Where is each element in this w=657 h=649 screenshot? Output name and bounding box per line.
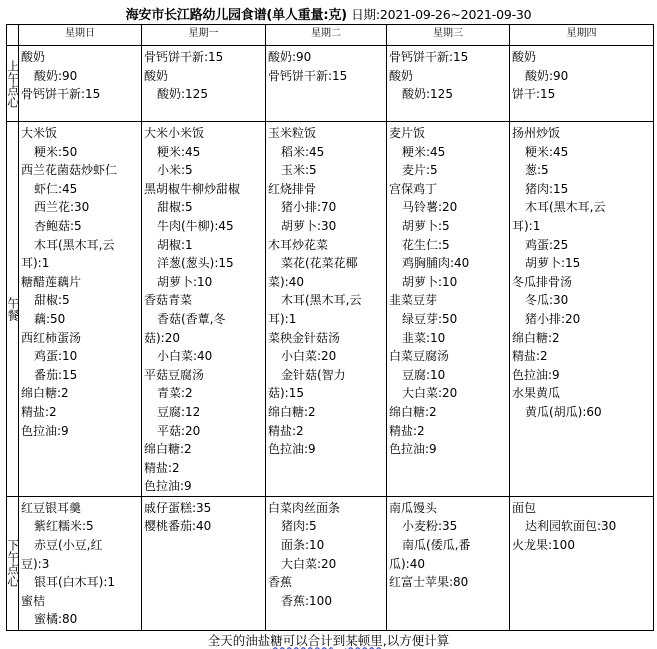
day-header: 星期二 bbox=[266, 25, 387, 46]
menu-item: 青菜:2 bbox=[157, 386, 193, 401]
menu-item: 香蕉:100 bbox=[281, 593, 332, 608]
menu-item: 色拉油:9 bbox=[512, 367, 560, 382]
menu-item: 面条:10 bbox=[281, 538, 325, 553]
menu-item: 豆腐:10 bbox=[402, 367, 446, 382]
slot-label: 上午点心 bbox=[7, 46, 19, 122]
date-range: 日期:2021-09-26~2021-09-30 bbox=[351, 7, 532, 22]
menu-item: 色拉油:9 bbox=[389, 442, 437, 457]
menu-item: 红豆银耳羹 bbox=[21, 500, 82, 515]
menu-item: 冬瓜:30 bbox=[525, 293, 569, 308]
menu-item: 猪肉:15 bbox=[525, 181, 569, 196]
day-header: 星期三 bbox=[387, 25, 510, 46]
menu-item: 小米:5 bbox=[157, 163, 193, 178]
menu-item: 杏鲍菇:5 bbox=[34, 218, 82, 233]
menu-cell bbox=[510, 46, 654, 122]
menu-item: 韭菜:10 bbox=[402, 330, 446, 345]
menu-item: 番茄:15 bbox=[34, 367, 78, 382]
menu-item: 达利园软面包:30 bbox=[525, 519, 617, 534]
menu-item: 酸奶 bbox=[512, 50, 537, 64]
menu-item: 麦片:5 bbox=[402, 163, 438, 178]
menu-item: 韭菜豆芽 bbox=[389, 293, 438, 308]
menu-item: 麦片饭 bbox=[389, 126, 426, 140]
menu-item: 色拉油:9 bbox=[144, 479, 192, 494]
menu-item: 樱桃番茄:40 bbox=[144, 519, 212, 534]
menu-item: 菜花(花菜花椰 bbox=[281, 256, 358, 271]
menu-cell bbox=[266, 496, 387, 630]
menu-item: 甜椒:5 bbox=[34, 293, 70, 308]
menu-item: 西兰花菌菇炒虾仁 bbox=[21, 163, 118, 178]
menu-item: 银耳(白木耳):1 bbox=[34, 575, 116, 590]
menu-item: 精盐:2 bbox=[389, 423, 425, 438]
menu-item: 虾仁:45 bbox=[34, 181, 78, 196]
menu-item: 猪小排:70 bbox=[281, 200, 337, 215]
menu-item: 扬州炒饭 bbox=[512, 126, 561, 140]
menu-item: 赤豆(小豆,红 bbox=[34, 538, 103, 553]
menu-cell bbox=[142, 496, 266, 630]
menu-item: 色拉油:9 bbox=[268, 442, 316, 457]
menu-item: 胡萝卜:15 bbox=[525, 256, 581, 271]
menu-item: 平菇豆腐汤 bbox=[144, 367, 205, 382]
menu-table bbox=[6, 24, 654, 631]
menu-cell bbox=[387, 46, 510, 122]
footer-text: 全天的油盐 bbox=[207, 633, 271, 648]
menu-item: 酸奶 bbox=[144, 68, 169, 83]
menu-item: 糖醋莲藕片 bbox=[21, 274, 82, 289]
menu-item: 精盐:2 bbox=[21, 404, 57, 419]
menu-item: 香蕉 bbox=[268, 575, 293, 590]
title-text: 海安市长江路幼儿园食谱(单人重量:克) bbox=[125, 8, 347, 23]
menu-item: 红富士苹果:80 bbox=[389, 575, 469, 590]
menu-item: 酸奶 bbox=[389, 68, 414, 83]
menu-item: 骨钙饼干新:15 bbox=[389, 50, 469, 64]
menu-item: 葱:5 bbox=[525, 163, 549, 178]
menu-item: 精盐:2 bbox=[144, 460, 180, 475]
menu-item: 瓜):40 bbox=[389, 556, 425, 571]
menu-item: 粳米:50 bbox=[34, 144, 78, 159]
menu-item: 花生仁:5 bbox=[402, 237, 450, 252]
menu-item: 大米小米饭 bbox=[144, 126, 205, 140]
menu-item: 小白菜:20 bbox=[281, 349, 337, 364]
menu-item: 洋葱(葱头):15 bbox=[157, 256, 234, 271]
menu-item: 精盐:2 bbox=[268, 423, 304, 438]
page-title bbox=[0, 4, 657, 23]
menu-item: 南瓜(倭瓜,番 bbox=[402, 538, 471, 553]
menu-cell bbox=[387, 122, 510, 497]
menu-item: 玉米:5 bbox=[281, 163, 317, 178]
menu-item: 酸奶:125 bbox=[157, 87, 208, 102]
day-header: 星期日 bbox=[19, 25, 142, 46]
menu-item: 戚仔蛋糕:35 bbox=[144, 500, 212, 515]
menu-item: 骨钙饼干新:15 bbox=[144, 50, 224, 64]
day-header: 星期四 bbox=[510, 25, 654, 46]
menu-cell bbox=[142, 46, 266, 122]
menu-item: 黄瓜(胡瓜):60 bbox=[525, 404, 602, 419]
menu-item: 菇):15 bbox=[268, 386, 304, 401]
menu-item: 骨钙饼干新:15 bbox=[268, 68, 348, 83]
menu-item: 黑胡椒牛柳炒甜椒 bbox=[144, 181, 241, 196]
menu-item: 西红柿蛋汤 bbox=[21, 330, 82, 345]
menu-item: 胡萝卜:10 bbox=[402, 274, 458, 289]
footer-underlined: 糖可以合计 bbox=[270, 633, 333, 648]
corner-cell bbox=[7, 25, 19, 46]
slot-label: 下午点心 bbox=[7, 496, 19, 630]
menu-item: 大白菜:20 bbox=[281, 556, 337, 571]
menu-item: 粳米:45 bbox=[402, 144, 446, 159]
menu-item: 豆腐:12 bbox=[157, 404, 201, 419]
menu-item: 菜):40 bbox=[268, 274, 304, 289]
menu-item: 鸡蛋:25 bbox=[525, 237, 569, 252]
menu-item: 红烧排骨 bbox=[268, 181, 317, 196]
menu-item: 绵白糖:2 bbox=[268, 404, 316, 419]
menu-item: 豆):3 bbox=[21, 556, 50, 571]
menu-item: 水果黄瓜 bbox=[512, 386, 561, 401]
menu-item: 精盐:2 bbox=[512, 349, 548, 364]
menu-item: 木耳(黑木耳,云 bbox=[34, 237, 115, 252]
menu-item: 粳米:45 bbox=[157, 144, 201, 159]
menu-item: 面包 bbox=[512, 500, 537, 515]
menu-item: 粳米:45 bbox=[525, 144, 569, 159]
menu-cell bbox=[19, 122, 142, 497]
menu-item: 酸奶:125 bbox=[402, 87, 453, 102]
menu-item: 色拉油:9 bbox=[21, 423, 69, 438]
menu-item: 大白菜:20 bbox=[402, 386, 458, 401]
menu-item: 菇):20 bbox=[144, 330, 180, 345]
menu-item: 小白菜:40 bbox=[157, 349, 213, 364]
menu-item: 甜椒:5 bbox=[157, 200, 193, 215]
menu-item: 大米饭 bbox=[21, 126, 58, 140]
menu-item: 蜜橘:80 bbox=[34, 612, 78, 627]
slot-label: 午餐 bbox=[7, 122, 19, 497]
menu-item: 南瓜馒头 bbox=[389, 500, 438, 515]
afternoon-row bbox=[7, 496, 654, 630]
menu-item: 猪肉:5 bbox=[281, 519, 317, 534]
menu-item: 猪小排:20 bbox=[525, 311, 581, 326]
menu-item: 鸡胸脯肉:40 bbox=[402, 256, 470, 271]
menu-item: 玉米粒饭 bbox=[268, 126, 317, 140]
menu-item: 白菜肉丝面条 bbox=[268, 500, 341, 515]
menu-item: 酸奶:90 bbox=[525, 68, 569, 83]
menu-item: 平菇:20 bbox=[157, 423, 201, 438]
menu-item: 金针菇(智力 bbox=[281, 367, 346, 382]
menu-item: 胡萝卜:10 bbox=[157, 274, 213, 289]
menu-cell bbox=[510, 496, 654, 630]
footer-underlined: 某顿里 bbox=[345, 633, 383, 648]
footer-text: 到 bbox=[332, 633, 346, 648]
menu-item: 马铃薯:20 bbox=[402, 200, 458, 215]
menu-item: 藕:50 bbox=[34, 311, 66, 326]
menu-item: 耳):1 bbox=[268, 311, 297, 326]
menu-cell bbox=[19, 496, 142, 630]
menu-cell bbox=[19, 46, 142, 122]
menu-item: 胡椒:1 bbox=[157, 237, 193, 252]
menu-cell bbox=[142, 122, 266, 497]
menu-item: 耳):1 bbox=[21, 256, 50, 271]
menu-item: 饼干:15 bbox=[512, 87, 556, 102]
menu-item: 冬瓜排骨汤 bbox=[512, 274, 573, 289]
menu-item: 胡萝卜:5 bbox=[402, 218, 450, 233]
header-row bbox=[7, 25, 654, 46]
menu-item: 耳):1 bbox=[512, 218, 541, 233]
footer-text: ,以方便计算 bbox=[382, 633, 450, 648]
menu-item: 宫保鸡丁 bbox=[389, 181, 438, 196]
menu-item: 香菇青菜 bbox=[144, 293, 193, 308]
menu-item: 木耳(黑木耳,云 bbox=[525, 200, 606, 215]
menu-item: 木耳炒花菜 bbox=[268, 237, 329, 252]
menu-item: 白菜豆腐汤 bbox=[389, 349, 450, 364]
menu-item: 绵白糖:2 bbox=[21, 386, 69, 401]
menu-item: 菜秧金针菇汤 bbox=[268, 330, 341, 345]
morning-row bbox=[7, 46, 654, 122]
menu-item: 酸奶:90 bbox=[268, 50, 312, 64]
menu-cell bbox=[266, 46, 387, 122]
menu-item: 蜜桔 bbox=[21, 593, 46, 608]
menu-item: 木耳(黑木耳,云 bbox=[281, 293, 362, 308]
menu-item: 骨钙饼干新:15 bbox=[21, 87, 101, 102]
menu-item: 酸奶 bbox=[21, 50, 46, 64]
menu-item: 胡萝卜:30 bbox=[281, 218, 337, 233]
footer-note bbox=[0, 631, 657, 649]
menu-item: 绿豆芽:50 bbox=[402, 311, 458, 326]
menu-item: 紫红糯米:5 bbox=[34, 519, 94, 534]
menu-item: 牛肉(牛柳):45 bbox=[157, 218, 234, 233]
menu-item: 小麦粉:35 bbox=[402, 519, 458, 534]
menu-item: 鸡蛋:10 bbox=[34, 349, 78, 364]
menu-item: 西兰花:30 bbox=[34, 200, 90, 215]
menu-item: 火龙果:100 bbox=[512, 538, 575, 553]
menu-item: 绵白糖:2 bbox=[144, 442, 192, 457]
menu-cell bbox=[510, 122, 654, 497]
menu-item: 绵白糖:2 bbox=[389, 404, 437, 419]
menu-cell bbox=[266, 122, 387, 497]
menu-cell bbox=[387, 496, 510, 630]
menu-item: 稻米:45 bbox=[281, 144, 325, 159]
day-header: 星期一 bbox=[142, 25, 266, 46]
menu-item: 绵白糖:2 bbox=[512, 330, 560, 345]
menu-item: 酸奶:90 bbox=[34, 68, 78, 83]
lunch-row bbox=[7, 122, 654, 497]
menu-item: 香菇(香蕈,冬 bbox=[157, 311, 226, 326]
